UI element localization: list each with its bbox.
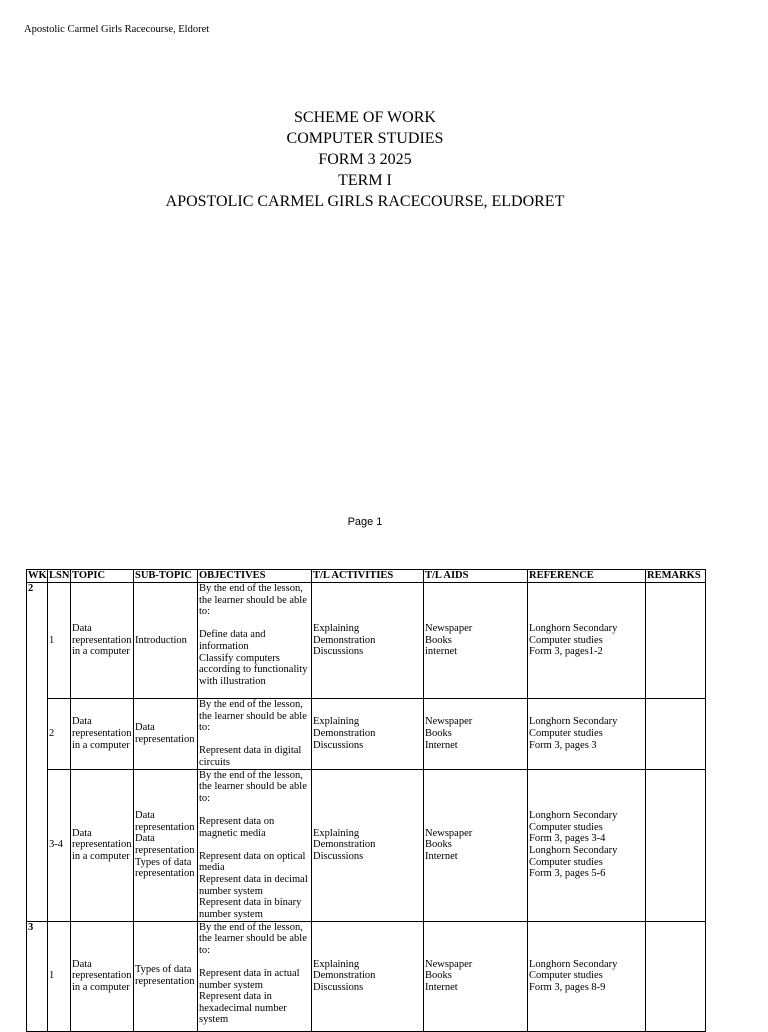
- week-cell: 3: [27, 921, 48, 1031]
- aids-cell: [424, 699, 528, 770]
- objectives-cell: [198, 921, 312, 1031]
- lesson-cell: 1: [48, 583, 71, 699]
- col-header-activities: T/L ACTIVITIES: [312, 570, 424, 583]
- topic-cell: Data representation in a computer: [71, 583, 134, 699]
- aids-cell: [424, 921, 528, 1031]
- remarks-cell: [646, 769, 706, 921]
- aid-item: Books: [425, 634, 452, 646]
- activities-cell: [312, 769, 424, 921]
- reference-item: Form 3, pages1-2: [529, 646, 603, 658]
- aid-item: internet: [425, 646, 458, 658]
- aid-item: Newspaper: [425, 827, 473, 839]
- scheme-of-work-table: [26, 569, 706, 1032]
- objective-item: Represent data in digital circuits: [199, 745, 302, 768]
- aid-item: Newspaper: [425, 623, 473, 635]
- objective-item: Represent data on optical media: [199, 850, 306, 874]
- reference-item: Computer studies: [529, 634, 603, 646]
- topic-cell: Data representation in a computer: [71, 921, 134, 1031]
- activity-item: Discussions: [313, 646, 364, 658]
- reference-item: Computer studies: [529, 821, 603, 833]
- aid-item: Newspaper: [425, 716, 473, 728]
- activities-cell: [312, 699, 424, 770]
- subtopic-cell: [134, 769, 198, 921]
- subtopic-cell: Introduction: [134, 583, 198, 699]
- subtopic-item: Types of data representation: [135, 856, 195, 880]
- col-header-objectives: OBJECTIVES: [198, 570, 312, 583]
- objective-item: Represent data in decimal number system: [199, 873, 308, 897]
- title-line-2: COMPUTER STUDIES: [286, 130, 444, 147]
- objective-item: Represent data on magnetic media: [199, 815, 275, 839]
- lesson-cell: 3-4: [48, 769, 71, 921]
- col-header-remarks: REMARKS: [646, 570, 706, 583]
- remarks-cell: [646, 583, 706, 699]
- reference-item: Longhorn Secondary: [529, 623, 618, 635]
- col-header-subtopic: SUB-TOPIC: [134, 570, 198, 583]
- activity-item: Discussions: [313, 981, 364, 993]
- aid-item: Internet: [425, 739, 458, 751]
- subtopic-item: Data representation: [135, 833, 195, 857]
- objective-item: Define data and information: [199, 629, 266, 652]
- col-header-wk: WK: [28, 570, 47, 581]
- reference-item: Form 3, pages 3-4: [529, 833, 606, 845]
- aid-item: Books: [425, 970, 452, 982]
- reference-item: Form 3, pages 8-9: [529, 981, 606, 993]
- aid-item: Books: [425, 839, 452, 851]
- subtopic-cell: Data representation: [134, 699, 198, 770]
- title-line-3: FORM 3 2025: [318, 151, 412, 168]
- reference-item: Form 3, pages 5-6: [529, 868, 606, 880]
- reference-item: Longhorn Secondary: [529, 845, 618, 857]
- table-header-row: [27, 570, 706, 583]
- objectives-intro: By the end of the lesson, the learner should be able to:: [199, 921, 307, 956]
- reference-cell: [528, 583, 646, 699]
- objectives-intro: By the end of the lesson, the learner should be able to:: [199, 583, 307, 618]
- aids-cell: [424, 769, 528, 921]
- activity-item: Explaining: [313, 716, 360, 728]
- table-row: [27, 921, 706, 1031]
- lesson-cell: 2: [48, 699, 71, 770]
- reference-item: Form 3, pages 3: [529, 739, 597, 751]
- reference-item: Computer studies: [529, 727, 603, 739]
- objectives-cell: [198, 769, 312, 921]
- week-cell: 2: [27, 583, 48, 922]
- reference-item: Computer studies: [529, 856, 603, 868]
- lesson-cell: 1: [48, 921, 71, 1031]
- objectives-intro: By the end of the lesson, the learner should be able to:: [199, 699, 307, 734]
- subtopic-item: Data representation: [135, 810, 195, 833]
- reference-item: Longhorn Secondary: [529, 716, 618, 728]
- aid-item: Internet: [425, 981, 458, 993]
- objectives-intro: By the end of the lesson, the learner should be able to:: [199, 769, 307, 804]
- topic-cell: Data representation in a computer: [71, 699, 134, 770]
- topic-cell: Data representation in a computer: [71, 769, 134, 921]
- reference-cell: [528, 921, 646, 1031]
- col-header-reference: REFERENCE: [528, 570, 646, 583]
- objectives-cell: [198, 699, 312, 770]
- activity-item: Explaining: [313, 623, 360, 635]
- activity-item: Demonstration: [313, 634, 376, 646]
- objective-item: Classify computers according to functionality with illustration: [199, 652, 308, 687]
- title-line-1: SCHEME OF WORK: [294, 109, 436, 126]
- col-header-aids: T/L AIDS: [424, 570, 528, 583]
- reference-item: Computer studies: [529, 970, 603, 982]
- objective-item: Represent data in binary number system: [199, 897, 302, 920]
- objective-item: Represent data in hexadecimal number system: [199, 991, 287, 1026]
- remarks-cell: [646, 699, 706, 770]
- aid-item: Newspaper: [425, 958, 473, 970]
- activity-item: Demonstration: [313, 839, 376, 851]
- title-line-5: APOSTOLIC CARMEL GIRLS RACECOURSE, ELDORET: [165, 193, 565, 210]
- aids-cell: [424, 583, 528, 699]
- activities-cell: [312, 921, 424, 1031]
- col-header-lsn: LSN: [49, 570, 70, 581]
- objectives-cell: [198, 583, 312, 699]
- reference-cell: [528, 699, 646, 770]
- table-row: [27, 769, 706, 921]
- activity-item: Demonstration: [313, 970, 376, 982]
- title-block: [0, 107, 730, 212]
- activities-cell: [312, 583, 424, 699]
- activity-item: Explaining: [313, 827, 360, 839]
- title-line-4: TERM I: [338, 172, 392, 189]
- activity-item: Discussions: [313, 739, 364, 751]
- activity-item: Demonstration: [313, 727, 376, 739]
- page-number: Page 1: [347, 516, 383, 528]
- col-header-topic: TOPIC: [71, 570, 134, 583]
- aid-item: Internet: [425, 850, 458, 862]
- aid-item: Books: [425, 727, 452, 739]
- reference-item: Longhorn Secondary: [529, 810, 618, 822]
- document-header: Apostolic Carmel Girls Racecourse, Eldoret: [24, 24, 210, 35]
- reference-cell: [528, 769, 646, 921]
- table-row: [27, 583, 706, 699]
- remarks-cell: [646, 921, 706, 1031]
- table-row: [27, 699, 706, 770]
- activity-item: Discussions: [313, 850, 364, 862]
- subtopic-cell: Types of data representation: [134, 921, 198, 1031]
- objective-item: Represent data in actual number system: [199, 967, 300, 991]
- reference-item: Longhorn Secondary: [529, 958, 618, 970]
- activity-item: Explaining: [313, 958, 360, 970]
